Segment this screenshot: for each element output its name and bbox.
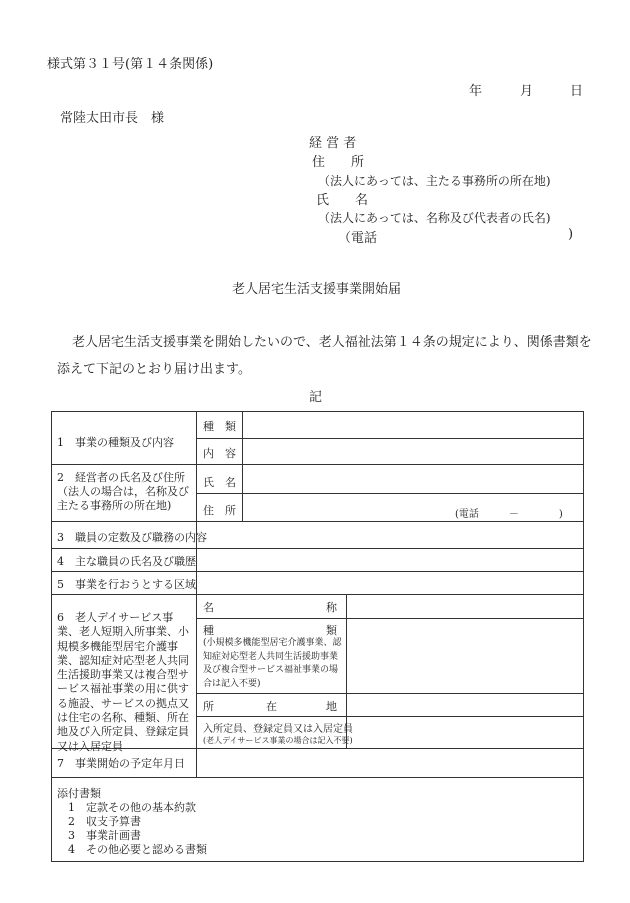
attachment-item: 2 収支予算書 (68, 815, 141, 828)
row6-capacity: 入所定員、登録定員又は入居定員 (203, 724, 353, 735)
body-line-2: 添えて下記のとおり届け出ます。 (57, 362, 251, 377)
row2-name-label: 氏 名 (203, 476, 236, 489)
addressee: 常陸太田市長 様 (60, 111, 165, 126)
row6-capacity-note: (老人デイサービス事業の場合は記入不要) (203, 736, 353, 745)
row1-content-label: 内 容 (203, 447, 236, 460)
row7-label: 7 事業開始の予定年月日 (57, 757, 185, 770)
phone-close: ) (568, 227, 574, 242)
row2-address-label: 住 所 (203, 504, 236, 517)
row6-location-c: 地 (326, 700, 337, 713)
row4-label: 4 主な職員の氏名及び職歴 (57, 555, 196, 568)
date-month: 月 (520, 84, 534, 99)
row1-label: 1 事業の種類及び内容 (57, 436, 174, 449)
phone-open: （電話 (338, 231, 378, 246)
row1-kind-label: 種 類 (203, 420, 236, 433)
address-label: 住 所 (312, 155, 365, 170)
body-line-1: 老人居宅生活支援事業を開始したいので、老人福祉法第１４条の規定により、関係書類を (72, 335, 592, 350)
date-day: 日 (570, 84, 584, 99)
row5-label: 5 事業を行おうとする区域 (57, 578, 196, 591)
attachment-item: 4 その他必要と認める書類 (68, 843, 207, 856)
row6-name-b: 称 (326, 601, 337, 614)
row6-location-b: 在 (266, 700, 277, 713)
date-year: 年 (469, 84, 483, 99)
row6-label: 6 老人デイサービス事業、老人短期入所事業、小規模多機能型居宅介護事業、認知症対応型老人共同生活援助事業又は複合型サービス福祉事業の用に供する施設、サービスの拠点又は住宅の名称、種類、所在地及び入所定員、登録定員又は入居定員 (57, 611, 189, 753)
row6-kind-b: 類 (326, 624, 337, 637)
attachments-title: 添付書類 (57, 787, 101, 800)
row3-label: 3 職員の定数及び職務の内容 (57, 531, 207, 544)
document-title: 老人居宅生活支援事業開始届 (232, 282, 402, 297)
ki-mark: 記 (309, 390, 323, 405)
row6-location-a: 所 (203, 700, 214, 713)
row6-kind-note: (小規模多機能型居宅介護事業、認知症対応型老人共同生活援助事業及び複合型サービス福祉事業の場合は記入不要) (203, 638, 342, 689)
attachment-item: 1 定款その他の基本約款 (68, 801, 196, 814)
form-number: 様式第３１号(第１４条関係) (47, 57, 214, 72)
operator-label: 経 営 者 (309, 136, 357, 151)
row6-name-a: 名 (203, 601, 214, 614)
row6-kind-a: 種 (203, 624, 214, 637)
row2-label: 2 経営者の氏名及び住所（法人の場合は，名称及び主たる事務所の所在地) (57, 471, 189, 512)
attachment-item: 3 事業計画書 (68, 829, 141, 842)
name-label: 氏 名 (316, 193, 369, 208)
address-note: （法人にあっては、主たる事務所の所在地) (318, 174, 551, 188)
name-note: （法人にあっては、名称及び代表者の氏名) (318, 211, 551, 225)
row2-phone: (電話 － ) (455, 509, 563, 520)
